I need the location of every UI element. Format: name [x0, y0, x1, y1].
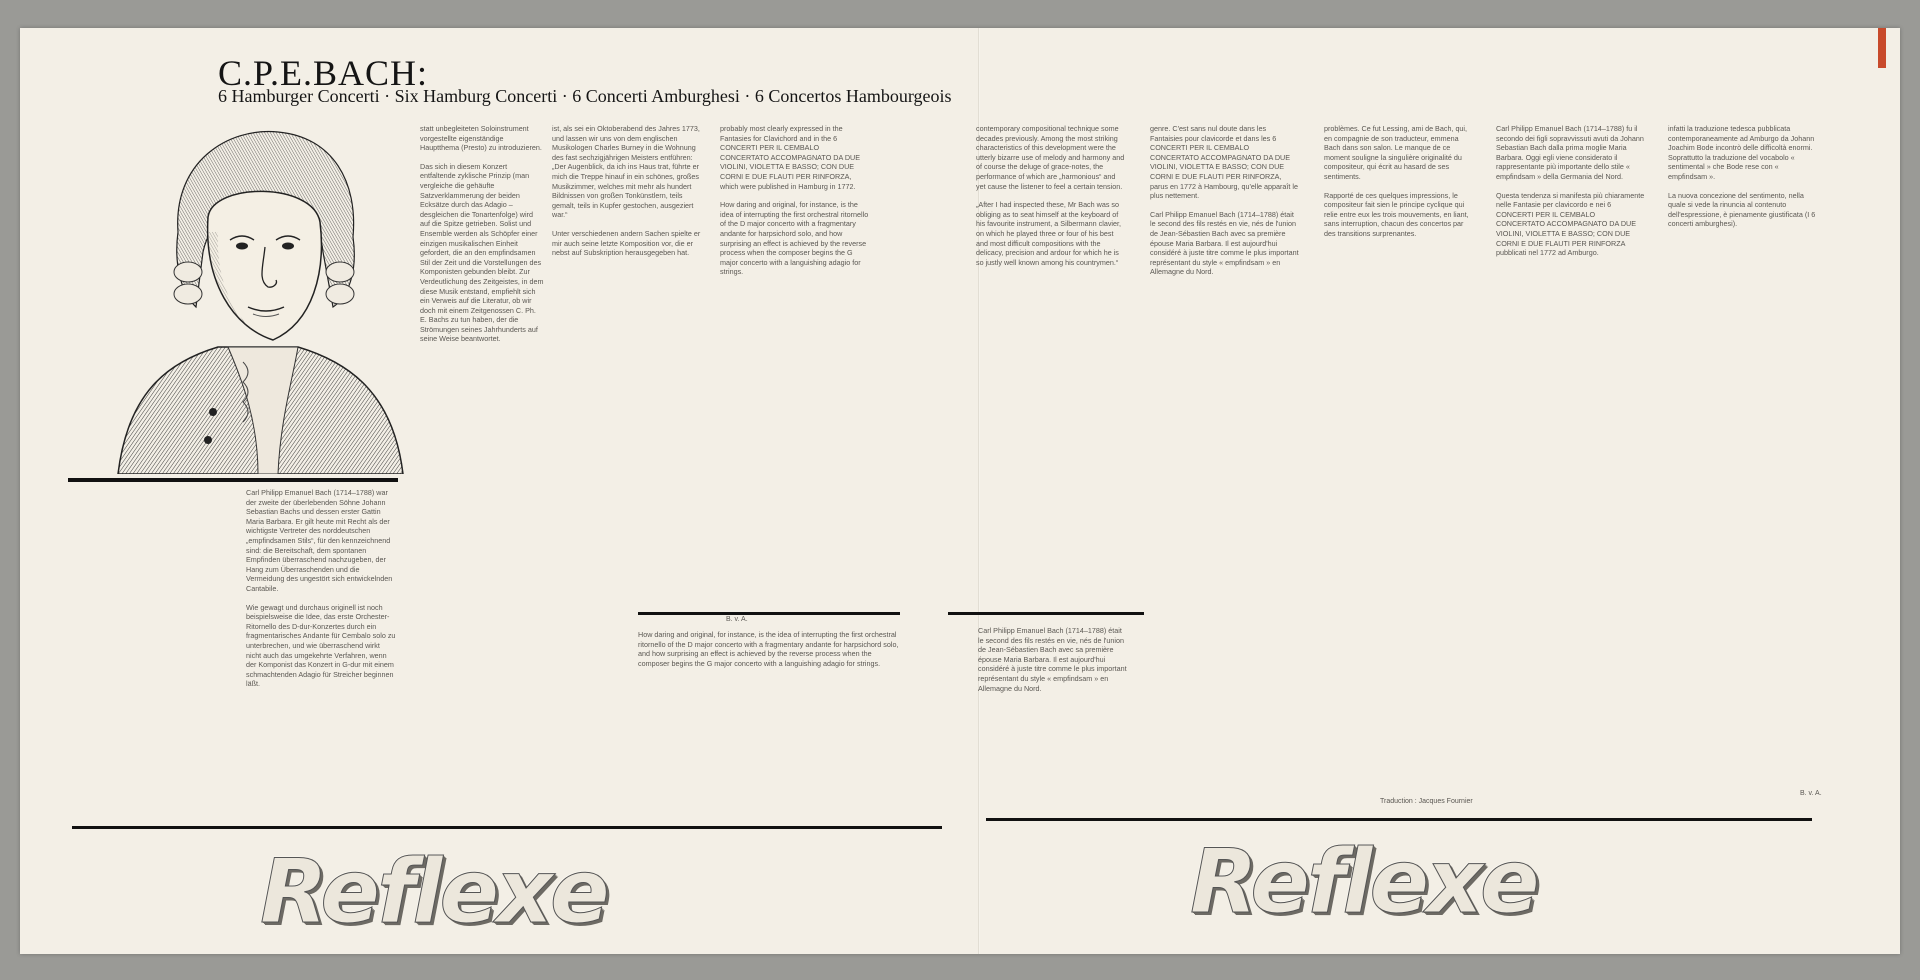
translator-credit: Traduction : Jacques Fournier	[1380, 798, 1473, 805]
text-column-9: infatti la traduzione tedesca pubblicata contemporaneamente ad Amburgo da Johann Joachim Bode incontrò delle difficoltà enormi. Soprattutto la traduzione del vocabolo « sentimental » che Bode rese con « empfindsam ». La nuova concezione del sentimento, nella quale si vede la rinuncia al contenuto dell'espressione, è pienamente giustificata (I 6 concerti amburghesi).	[1668, 124, 1816, 229]
composer-title: C.P.E.BACH:	[218, 53, 429, 93]
bottom-rule-right	[986, 818, 1812, 821]
reflexe-logo-right: Reflexe	[1190, 830, 1537, 933]
text-column-5: contemporary compositional technique some decades previously. Among the most striking characteristics of this development were the utterly bizarre use of melody and harmony and of course the deluge of grace-notes, the performance of which are „harmonious“ and yet cause the listener to feel a certain tension. „After I had inspected these, Mr Bach was so obliging as to seat himself at the keyboard of his favourite instrument, a Silbermann clavier, on which he played three or four of his best and most difficult compositions with the delicacy, precision and ardour for which he is so justly well known among his countrymen.“	[976, 124, 1125, 267]
reflexe-logo-left: Reflexe	[260, 840, 607, 943]
text-column-2: Carl Philipp Emanuel Bach (1714–1788) war der zweite der überlebenden Söhne Johann Sebastian Bachs und dessen erster Gattin Maria Barbara. Er gilt heute mit Recht als der wichtigste Vertreter des norddeutschen „empfindsamen Stils“, für den kennzeichnend sind: die Bereitschaft, dem spontanen Empfinden überraschend nachzugeben, der Hang zum Überraschenden und die Vermeidung des ungestört sich entwickelnden Cantabile. Wie gewagt und durchaus originell ist noch beispielsweise die Idee, das erste Orchester-Ritornello des D-dur-Konzertes durch ein fragmentarisches Andante für Cembalo solo zu unterbrechen, und wie überraschend wirkt nicht auch das umgekehrte Verfahren, wenn der Komponist das Konzert in G-dur mit einem schmachtenden Adagio für Streicher beginnen läßt.	[246, 488, 396, 689]
portrait-rule	[68, 478, 398, 482]
text-column-4b: How daring and original, for instance, is the idea of interrupting the first orchestral ritornello of the D major concerto with a fragmentary andante for harpsichord solo, and how surprising an effect is achieved by the reverse process when the composer begins the G major concerto with a languishing adagio for strings.	[638, 630, 899, 668]
signature-italian: B. v. A.	[1800, 790, 1822, 797]
text-column-5b: Carl Philipp Emanuel Bach (1714–1788) était le second des fils restés en vie, nés de l'union de Jean-Sébastien Bach avec sa première épouse Maria Barbara. Il est aujourd'hui considéré à juste titre comme le plus important représentant du style « empfindsam » en Allemagne du Nord.	[978, 626, 1127, 693]
album-subtitle: 6 Hamburger Concerti · Six Hamburg Concerti · 6 Concerti Amburghesi · 6 Concertos Hambourgeois	[218, 86, 952, 106]
signature-german: B. v. A.	[726, 616, 748, 623]
text-column-7: problèmes. Ce fut Lessing, ami de Bach, qui, en compagnie de son traducteur, emmena Bach dans son salon. Le manque de ce moment souligne la singulière originalité du compositeur, qui écrit au hasard de ses sentiments. Rapporté de ces quelques impressions, le compositeur fait sien le principe cyclique qui relie entre eux les trois mouvements, en liant, sans interruption, chacun des concertos par des transitions surprenantes.	[1324, 124, 1469, 238]
text-column-3: ist, als sei ein Oktoberabend des Jahres 1773, und lassen wir uns von dem englischen Musikologen Charles Burney in die Wohnung des fast sechzigjährigen Meisters entführen: „Der Augenblick, da ich ins Haus trat, führte er mich die Treppe hinauf in ein schönes, großes Musikzimmer, welches mit mehr als hundert Bildnissen von großen Tonkünstlern, teils gemalt, teils in Kupfer gestochen, ausgeziert war.“ Unter verschiedenen andern Sachen spielte er mir auch seine letzte Komposition vor, die er nebst auf Subskription herausgegeben hat.	[552, 124, 701, 258]
text-column-8: Carl Philipp Emanuel Bach (1714–1788) fu il secondo dei figli sopravvissuti avuti da Johann Sebastian Bach dalla prima moglie Maria Barbara. Oggi egli viene considerato il rappresentante più importante dello stile « empfindsam » della Germania del Nord. Questa tendenza si manifesta più chiaramente nelle Fantasie per clavicordo e nei 6 CONCERTI PER IL CEMBALO CONCERTATO ACCOMPAGNATO DA DUE VIOLINI, VIOLETTA E BASSO; CON DUE CORNI E DUE FLAUTI PER RINFORZA pubblicati nel 1772 ad Amburgo.	[1496, 124, 1645, 258]
portrait-engraving-icon	[108, 122, 408, 474]
cover-edge	[1878, 28, 1886, 68]
text-column-6: genre. C'est sans nul doute dans les Fantaisies pour clavicorde et dans les 6 CONCERTI PER IL CEMBALO CONCERTATO ACCOMPAGNATO DA DUE VIOLINI, VIOLETTA E BASSO; CON DUE CORNI E DUE FLAUTI PER RINFORZA, parus en 1772 à Hambourg, qu'elle apparaît le plus nettement. Carl Philipp Emanuel Bach (1714–1788) était le second des fils restés en vie, nés de l'union de Jean-Sébastien Bach avec sa première épouse Maria Barbara. Il est aujourd'hui considéré à juste titre comme le plus important représentant du style « empfindsam » en Allemagne du Nord.	[1150, 124, 1299, 277]
text-column-4: probably most clearly expressed in the Fantasies for Clavichord and in the 6 CONCERTI PER IL CEMBALO CONCERTATO ACCOMPAGNATO DA DUE VIOLINI, VIOLETTA E BASSO; CON DUE CORNI E DUE FLAUTI PER RINFORZA, which were published in Hamburg in 1772. How daring and original, for instance, is the idea of interrupting the first orchestral ritornello of the D major concerto with a fragmentary andante for harpsichord solo, and how surprising an effect is achieved by the reverse process when the composer begins the G major concerto with a languishing adagio for strings.	[720, 124, 869, 277]
text-column-1: statt unbegleiteten Soloinstrument vorgestellte eigenständige Hauptthema (Presto) zu introduzieren. Das sich in diesem Konzert entfaltende zyklische Prinzip (man vergleiche die gehäufte Satzverklammerung der beiden Ecksätze durch das Adagio – desgleichen die Tonartenfolge) wird auf die Spitze getrieben. Solist und Ensemble werden als Schöpfer einer einzigen musikalischen Einheit gefordert, die an den empfindsamen Stil der Zeit und die Vorstellungen des Komponisten gebunden bleibt. Zur Verdeutlichung des Zeitgeistes, in dem diese Musik entstand, empfiehlt sich ein Verweis auf die Literatur, ob wir doch mit einem Zeitgenossen C. Ph. E. Bachs zu tun haben, der die Strömungen seines Jahrhunderts auf seine Weise beantwortet.	[420, 124, 544, 344]
bottom-rule-left	[72, 826, 942, 829]
english-french-rule	[948, 612, 1144, 615]
